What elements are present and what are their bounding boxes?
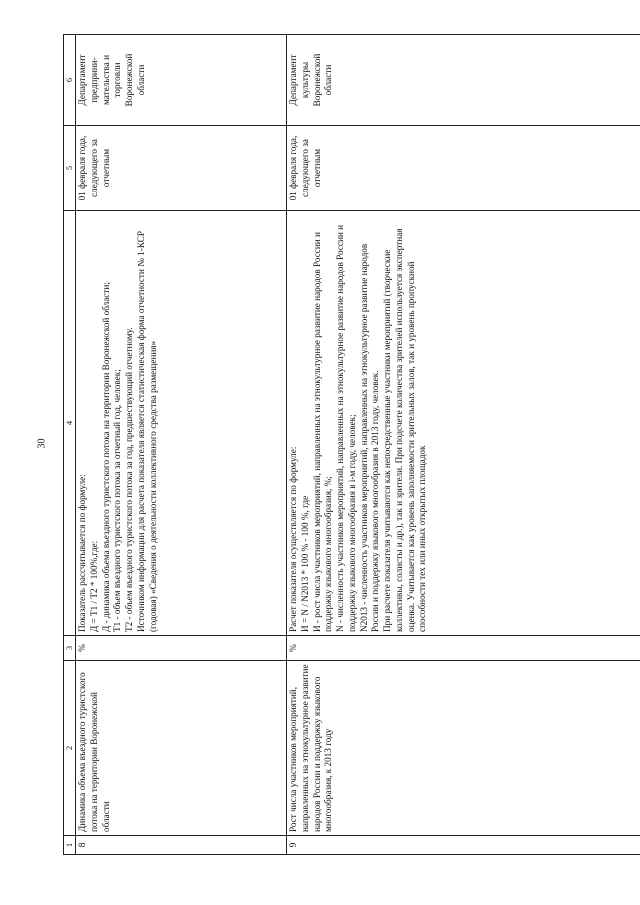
reporting-deadline: 01 февраля года, следующего за отчетным [287, 126, 640, 211]
calculation-method [287, 211, 640, 636]
unit-of-measure: % [287, 636, 640, 661]
page-number: 30 [36, 438, 48, 449]
method-line: Д = Т1 / Т2 * 100%,где: [88, 540, 99, 632]
method-line: Т2 - объем въездного туристского потока за год, предшествующий отчетному. [124, 327, 135, 632]
indicator-name: Рост числа участников мероприятий, направленных на этнокультурное развитие народов России и поддержку языкового многообразия, к 2013 году [287, 661, 640, 836]
method-line: Расчет показателя осуществляется по формуле: [288, 446, 298, 632]
unit-of-measure: % [76, 636, 287, 661]
method-line: И = N / N2013 * 100 % - 100 %, где [299, 495, 310, 632]
indicator-name: Динамика объема въездного туристского потока на территории Воронежской области [76, 661, 287, 836]
rotated-table-container [63, 53, 640, 855]
table-row [287, 35, 640, 855]
row-number: 9 [287, 836, 640, 855]
responsible-department: Департамент культуры Воронежской области [287, 35, 640, 126]
method-line: При расчете показателя учитываются как непосредственные участники мероприятий (творческие коллективы, солисты и др.), так и зрители. При подсчете количества зрителей используется экспертная оценка. Учитывается как уровень заполняемости зрительных залов, так и уровень пропускной способности тех или иных открытых площадок [382, 228, 428, 632]
method-line: N2013 - численность участников мероприятий, направленных на этнокультурное развитие народов России и поддержку языкового многообразия в 2013 году, человек. [358, 243, 381, 632]
row-number: 8 [76, 836, 287, 855]
method-line: Показатель рассчитывается по формуле: [77, 474, 87, 632]
table-row [76, 35, 287, 855]
method-line: И - рост числа участников мероприятий, направленных на этнокультурное развитие народов России и поддержку языкового многообразия, %; [311, 232, 334, 632]
column-number-5: 5 [64, 126, 76, 211]
column-number-6: 6 [64, 35, 76, 126]
calculation-method [76, 211, 287, 636]
responsible-department: Департамент предприни-мательства и торговли Воронежской области [76, 35, 287, 126]
column-number-3: 3 [64, 636, 76, 661]
reporting-deadline: 01 февраля года, следующего за отчетным [76, 126, 287, 211]
method-line: Т1 - объем въездного туристского потока за отчетный год, человек; [112, 369, 123, 632]
column-number-2: 2 [64, 661, 76, 836]
method-line: Д - динамика объема въездного туристского потока на территории Воронежской области; [100, 282, 111, 632]
indicator-table [63, 34, 640, 855]
column-number-1: 1 [64, 836, 76, 855]
column-number-4: 4 [64, 211, 76, 636]
method-line: N - численность участников мероприятий, направленных на этнокультурное развитие народов России и поддержку языкового многообразия в i-м году, человек; [335, 224, 357, 632]
column-number-row [64, 35, 76, 855]
method-line: Источником информации для расчета показателя является статистическая форма отчетности № 1-КСР (годовая) «Сведения о деятельности коллективного средства размещения» [135, 231, 158, 632]
